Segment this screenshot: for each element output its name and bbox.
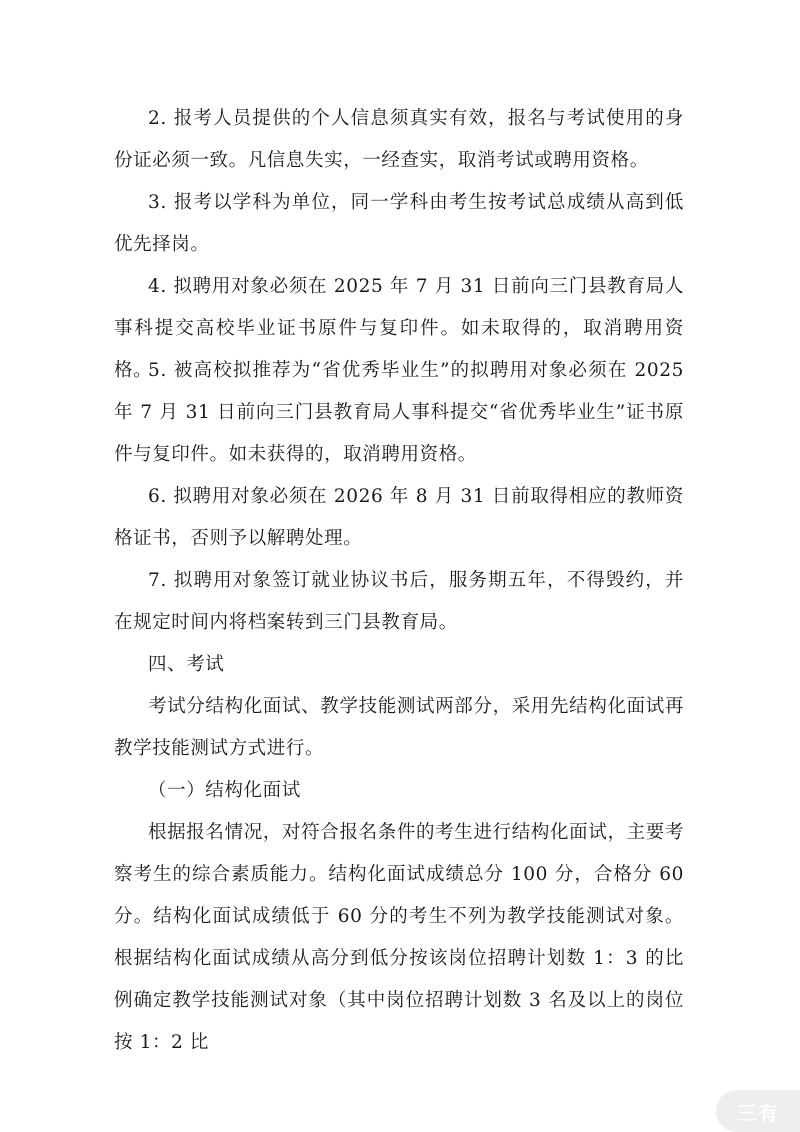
paragraph-2: 2. 报考人员提供的个人信息须真实有效，报名与考试使用的身份证必须一致。凡信息失实，一经查实，取消考试或聘用资格。 <box>114 108 684 171</box>
section-heading: 四、考试 <box>148 654 225 675</box>
paragraph-3: 3. 报考以学科为单位，同一学科由考生按考试总成绩从高到低优先择岗。 <box>114 192 684 255</box>
watermark-text: 三有 <box>737 1100 779 1125</box>
watermark-badge <box>716 1090 800 1132</box>
paragraph-4: 4. 拟聘用对象必须在 2025 年 7 月 31 日前向三门县教育局人事科提交高校毕业证书原件与复印件。如未取得的，取消聘用资格。 <box>114 276 684 381</box>
paragraph-7: 7. 拟聘用对象签订就业协议书后，服务期五年，不得毁约，并在规定时间内将档案转到三门县教育局。 <box>114 570 684 633</box>
paragraph-5: 5. 被高校拟推荐为“省优秀毕业生”的拟聘用对象必须在 2025 年 7 月 31 日前向三门县教育局人事科提交“省优秀毕业生”证书原件与复印件。如未获得的，取消聘用资格。 <box>114 360 684 465</box>
subsection-text: 根据报名情况，对符合报名条件的考生进行结构化面试，主要考察考生的综合素质能力。结构化面试成绩总分 100 分，合格分 60 分。结构化面试成绩低于 60 分的考生不列为教学技能测试对象。根据结构化面试成绩从高分到低分按该岗位招聘计划数 1：3 的比例确定教学技能测试对象（其中岗位招聘计划数 3 名及以上的岗位按 1：2 比 <box>114 822 684 1053</box>
section-intro: 考试分结构化面试、教学技能测试两部分，采用先结构化面试再教学技能测试方式进行。 <box>114 696 684 759</box>
paragraph-6: 6. 拟聘用对象必须在 2026 年 8 月 31 日前取得相应的教师资格证书，否则予以解聘处理。 <box>114 486 684 549</box>
subsection-heading: （一）结构化面试 <box>148 780 301 801</box>
